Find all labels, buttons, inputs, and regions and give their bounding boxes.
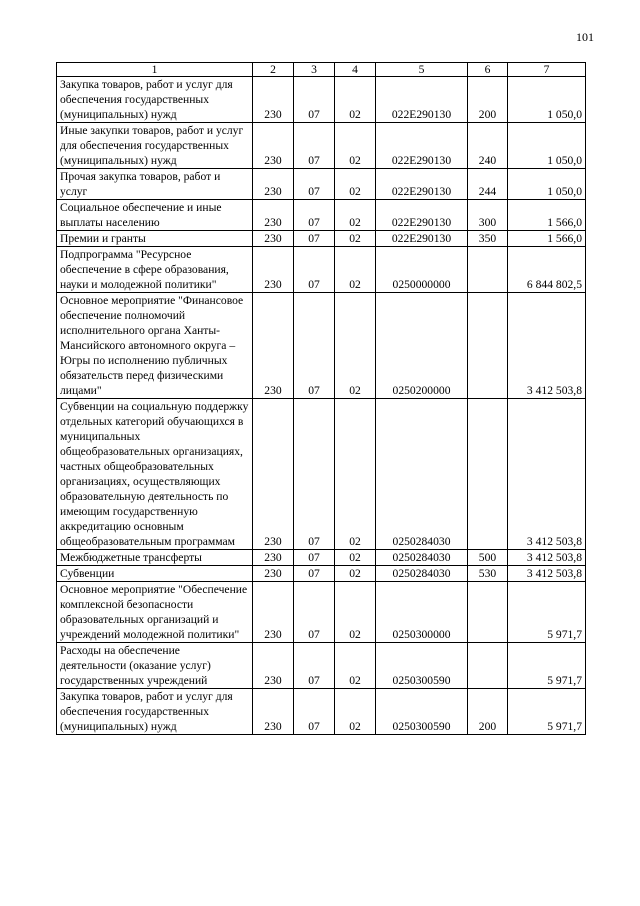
- row-expense-type: 500: [468, 550, 508, 566]
- row-subsection: 02: [335, 293, 376, 399]
- row-expense-type: [468, 399, 508, 550]
- row-expense-type: 244: [468, 169, 508, 200]
- header-cell: 2: [253, 63, 294, 77]
- row-expense-type: 350: [468, 231, 508, 247]
- table-row: [57, 643, 586, 689]
- table-row: [57, 123, 586, 169]
- row-target-code: 0250300590: [376, 689, 468, 735]
- row-admin-code: 230: [253, 566, 294, 582]
- row-section: 07: [294, 582, 335, 643]
- row-amount: 3 412 503,8: [508, 566, 586, 582]
- table-row: [57, 550, 586, 566]
- row-admin-code: 230: [253, 550, 294, 566]
- row-admin-code: 230: [253, 231, 294, 247]
- table-row: [57, 200, 586, 231]
- row-subsection: 02: [335, 200, 376, 231]
- row-target-code: 0250200000: [376, 293, 468, 399]
- row-name: Прочая закупка товаров, работ и услуг: [57, 169, 253, 200]
- row-amount: 3 412 503,8: [508, 399, 586, 550]
- row-name: Иные закупки товаров, работ и услуг для обеспечения государственных (муниципальных) нужд: [57, 123, 253, 169]
- row-amount: 5 971,7: [508, 689, 586, 735]
- header-cell: 5: [376, 63, 468, 77]
- row-target-code: 022E290130: [376, 77, 468, 123]
- table-row: [57, 566, 586, 582]
- row-admin-code: 230: [253, 247, 294, 293]
- row-subsection: 02: [335, 582, 376, 643]
- row-expense-type: [468, 582, 508, 643]
- table-row: [57, 399, 586, 550]
- row-admin-code: 230: [253, 582, 294, 643]
- table-row: [57, 689, 586, 735]
- row-subsection: 02: [335, 169, 376, 200]
- row-name: Межбюджетные трансферты: [57, 550, 253, 566]
- row-expense-type: [468, 643, 508, 689]
- row-amount: 3 412 503,8: [508, 293, 586, 399]
- row-section: 07: [294, 247, 335, 293]
- row-target-code: 022E290130: [376, 231, 468, 247]
- row-amount: 1 566,0: [508, 231, 586, 247]
- row-amount: 1 050,0: [508, 77, 586, 123]
- row-target-code: 022E290130: [376, 169, 468, 200]
- row-subsection: 02: [335, 123, 376, 169]
- row-section: 07: [294, 77, 335, 123]
- row-name: Премии и гранты: [57, 231, 253, 247]
- row-name: Подпрограмма "Ресурсное обеспечение в сфере образования, науки и молодежной политики": [57, 247, 253, 293]
- row-target-code: 0250300000: [376, 582, 468, 643]
- row-admin-code: 230: [253, 399, 294, 550]
- row-name: Закупка товаров, работ и услуг для обеспечения государственных (муниципальных) нужд: [57, 689, 253, 735]
- header-cell: 3: [294, 63, 335, 77]
- row-section: 07: [294, 643, 335, 689]
- row-section: 07: [294, 200, 335, 231]
- row-section: 07: [294, 689, 335, 735]
- row-name: Основное мероприятие "Финансовое обеспечение полномочий исполнительного органа Ханты-Мансийского автономного округа – Югры по исполнению публичных обязательств перед физическими лицами": [57, 293, 253, 399]
- row-subsection: 02: [335, 77, 376, 123]
- row-admin-code: 230: [253, 293, 294, 399]
- row-target-code: 022E290130: [376, 123, 468, 169]
- header-cell: 1: [57, 63, 253, 77]
- row-target-code: 022E290130: [376, 200, 468, 231]
- row-section: 07: [294, 399, 335, 550]
- row-amount: 1 566,0: [508, 200, 586, 231]
- table-row: [57, 77, 586, 123]
- row-admin-code: 230: [253, 643, 294, 689]
- table-row: [57, 169, 586, 200]
- budget-table: [56, 62, 586, 735]
- row-amount: 5 971,7: [508, 643, 586, 689]
- row-section: 07: [294, 550, 335, 566]
- row-section: 07: [294, 293, 335, 399]
- row-name: Социальное обеспечение и иные выплаты населению: [57, 200, 253, 231]
- table-row: [57, 582, 586, 643]
- row-expense-type: [468, 293, 508, 399]
- row-name: Субвенции: [57, 566, 253, 582]
- row-subsection: 02: [335, 643, 376, 689]
- row-section: 07: [294, 566, 335, 582]
- row-expense-type: 240: [468, 123, 508, 169]
- row-admin-code: 230: [253, 77, 294, 123]
- row-section: 07: [294, 169, 335, 200]
- row-target-code: 0250284030: [376, 566, 468, 582]
- row-target-code: 0250284030: [376, 399, 468, 550]
- row-amount: 1 050,0: [508, 169, 586, 200]
- header-cell: 7: [508, 63, 586, 77]
- table-row: [57, 293, 586, 399]
- row-expense-type: 200: [468, 77, 508, 123]
- row-admin-code: 230: [253, 200, 294, 231]
- row-amount: 3 412 503,8: [508, 550, 586, 566]
- row-target-code: 0250000000: [376, 247, 468, 293]
- row-name: Субвенции на социальную поддержку отдельных категорий обучающихся в муниципальных общеобразовательных организациях, частных общеобразовательных организациях, осуществляющих образовательную деятельность по имеющим государственную аккредитацию основным общеобразовательным программам: [57, 399, 253, 550]
- row-subsection: 02: [335, 399, 376, 550]
- header-cell: 6: [468, 63, 508, 77]
- row-name: Расходы на обеспечение деятельности (оказание услуг) государственных учреждений: [57, 643, 253, 689]
- row-subsection: 02: [335, 231, 376, 247]
- row-name: Закупка товаров, работ и услуг для обеспечения государственных (муниципальных) нужд: [57, 77, 253, 123]
- row-subsection: 02: [335, 689, 376, 735]
- row-name: Основное мероприятие "Обеспечение комплексной безопасности образовательных организаций и учреждений молодежной политики": [57, 582, 253, 643]
- row-target-code: 0250300590: [376, 643, 468, 689]
- row-amount: 1 050,0: [508, 123, 586, 169]
- table-row: [57, 231, 586, 247]
- table-row: [57, 247, 586, 293]
- row-expense-type: 530: [468, 566, 508, 582]
- row-subsection: 02: [335, 566, 376, 582]
- row-expense-type: [468, 247, 508, 293]
- row-amount: 5 971,7: [508, 582, 586, 643]
- header-row: [57, 63, 586, 77]
- row-admin-code: 230: [253, 123, 294, 169]
- header-cell: 4: [335, 63, 376, 77]
- row-expense-type: 200: [468, 689, 508, 735]
- row-section: 07: [294, 123, 335, 169]
- row-subsection: 02: [335, 550, 376, 566]
- row-subsection: 02: [335, 247, 376, 293]
- row-target-code: 0250284030: [376, 550, 468, 566]
- row-admin-code: 230: [253, 689, 294, 735]
- row-amount: 6 844 802,5: [508, 247, 586, 293]
- page-number: 101: [576, 30, 594, 44]
- row-admin-code: 230: [253, 169, 294, 200]
- row-expense-type: 300: [468, 200, 508, 231]
- row-section: 07: [294, 231, 335, 247]
